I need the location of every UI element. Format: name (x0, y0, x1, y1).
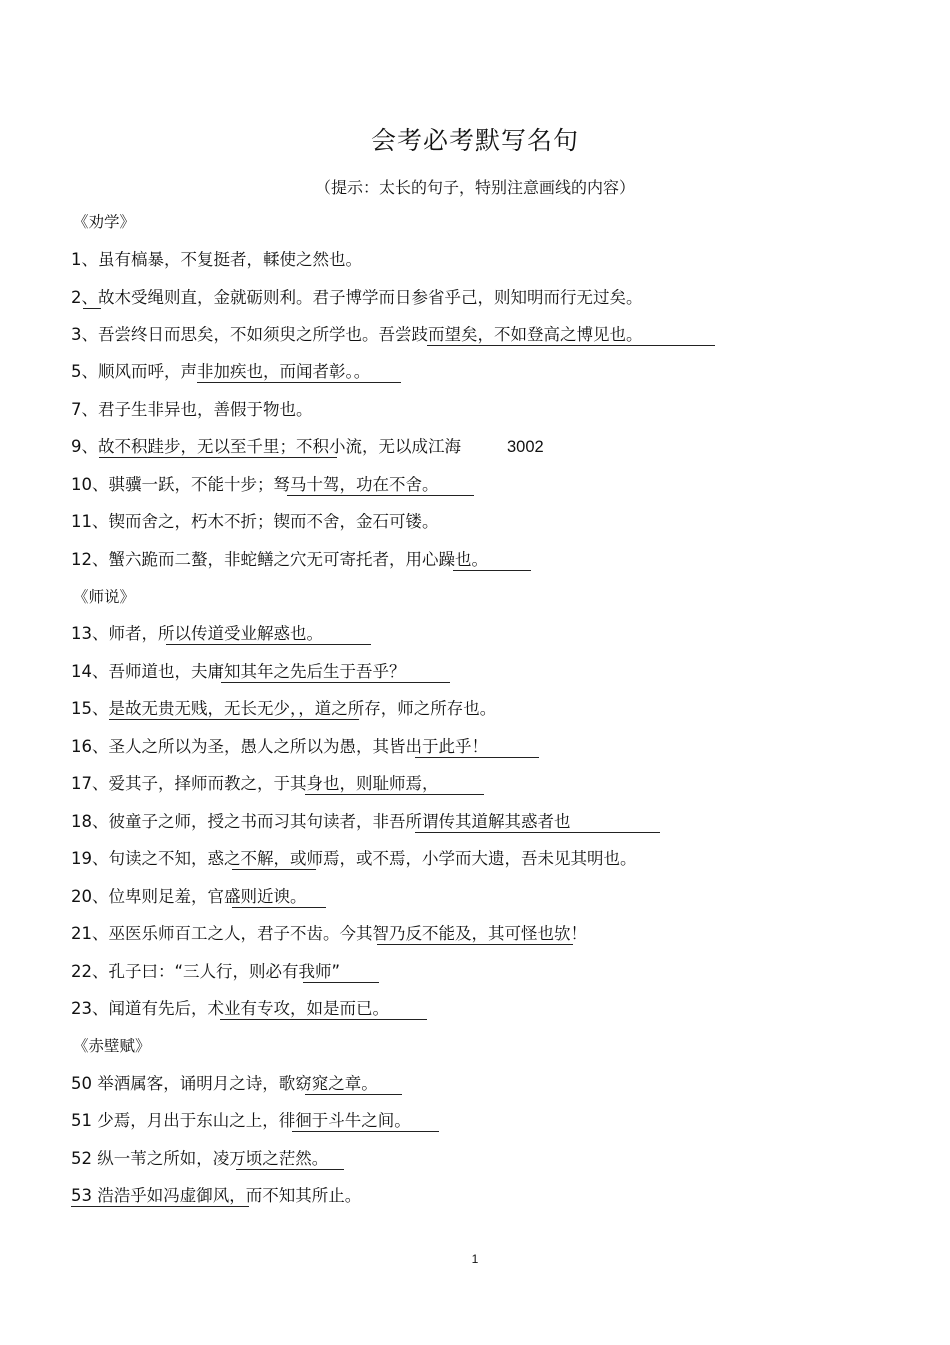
line-18: 18、彼童子之师，授之书而习其句读者，非吾所谓传其道解其惑者也 (71, 812, 571, 831)
line-2: 2、故木受绳则直，金就砺则利。君子博学而日参省乎己，则知明而行无过矣。 (71, 288, 643, 307)
underline-line-19 (232, 869, 316, 870)
underline-line-52 (236, 1169, 344, 1170)
section-shishuo: 《师说》 (73, 588, 136, 606)
line-19: 19、句读之不知，惑之不解，或师焉，或不焉，小学而大遗，吾未见其明也。 (71, 849, 637, 868)
underline-line-3 (427, 345, 715, 346)
line-10: 10、骐骥一跃，不能十步；驽马十驾，功在不舍。 (71, 475, 439, 494)
section-chibifu: 《赤壁赋》 (73, 1037, 151, 1055)
underline-line-17 (305, 794, 484, 795)
underline-line-53 (71, 1206, 249, 1207)
underline-line-10 (287, 495, 474, 496)
page-number: 1 (471, 1252, 479, 1266)
underline-line-50 (305, 1094, 402, 1095)
underline-line-16 (415, 757, 539, 758)
underline-line-9 (99, 457, 337, 458)
line-20: 20、位卑则足羞，官盛则近谀。 (71, 887, 307, 906)
underline-line-12 (453, 570, 531, 571)
underline-line-5 (197, 382, 401, 383)
line-16: 16、圣人之所以为圣，愚人之所以为愚，其皆出于此乎！ (71, 737, 488, 756)
line-23: 23、闻道有先后，术业有专攻，如是而已。 (71, 999, 389, 1018)
line-21: 21、巫医乐师百工之人，君子不齿。今其智乃反不能及，其可怪也欤！ (71, 924, 587, 943)
underline-line-21 (377, 944, 573, 945)
line-53: 53 浩浩乎如冯虚御风，而不知其所止。 (71, 1186, 362, 1205)
underline-line-2 (83, 308, 101, 309)
line-3: 3、吾尝终日而思矣，不如须臾之所学也。吾尝跂而望矣，不如登高之博见也。 (71, 325, 643, 344)
line-9-extra: 3002 (507, 438, 544, 456)
line-9-text: 9、故不积跬步，无以至千里；不积小流，无以成江海 (71, 437, 461, 456)
underline-line-15 (109, 719, 359, 720)
line-9 (71, 435, 544, 459)
line-12: 12、蟹六跪而二螯，非蛇鳝之穴无可寄托者，用心躁也。 (71, 550, 488, 569)
underline-line-14 (221, 682, 450, 683)
line-51: 51 少焉，月出于东山之上，徘徊于斗牛之间。 (71, 1111, 411, 1130)
underline-line-20 (232, 907, 326, 908)
underline-line-51 (292, 1131, 439, 1132)
line-11: 11、锲而舍之，朽木不折；锲而不舍，金石可镂。 (71, 512, 439, 531)
underline-line-23 (220, 1019, 427, 1020)
line-1: 1、虽有槁暴，不复挺者，輮使之然也。 (71, 250, 362, 269)
underline-line-22 (303, 982, 379, 983)
line-5: 5、顺风而呼，声非加疾也，而闻者彰。。 (71, 362, 371, 381)
line-52: 52 纵一苇之所如，凌万顷之茫然。 (71, 1149, 329, 1168)
line-22: 22、孔子曰：“三人行，则必有我师” (71, 962, 341, 981)
document-title: 会考必考默写名句 (370, 126, 579, 155)
section-quanxue: 《劝学》 (73, 213, 136, 231)
underline-line-18 (415, 832, 660, 833)
line-50: 50 举酒属客，诵明月之诗，歌窈窕之章。 (71, 1074, 378, 1093)
line-14: 14、吾师道也，夫庸知其年之先后生于吾乎？ (71, 662, 406, 681)
line-13: 13、师者，所以传道受业解惑也。 (71, 624, 323, 643)
underline-line-13 (166, 644, 371, 645)
document-hint: （提示：太长的句子，特别注意画线的内容） (314, 178, 635, 197)
line-7: 7、君子生非异也，善假于物也。 (71, 400, 313, 419)
line-17: 17、爱其子，择师而教之，于其身也，则耻师焉， (71, 774, 439, 793)
line-15: 15、是故无贵无贱，无长无少，，道之所存，师之所存也。 (71, 699, 497, 718)
